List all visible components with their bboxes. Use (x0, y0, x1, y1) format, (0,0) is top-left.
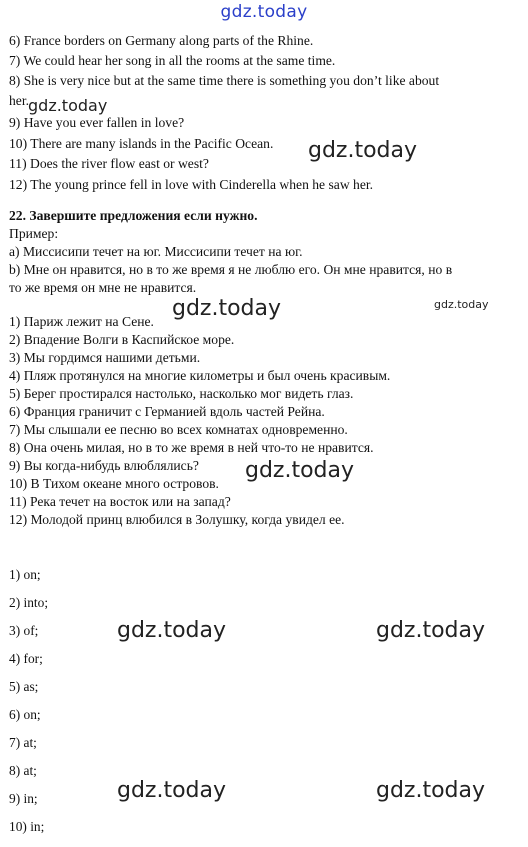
russian-sentence-7: 7) Мы слышали ее песню во всех комнатах одновременно. (9, 422, 348, 437)
example-b-line2: то же время он мне не нравится. (9, 280, 197, 295)
english-sentence-8-cont: her. (9, 93, 30, 108)
watermark: gdz.today (172, 296, 282, 321)
example-b-line1: b) Мне он нравится, но в то же время я не люблю его. Он мне нравится, но в (9, 262, 453, 277)
watermark: gdz.today (376, 618, 486, 643)
english-sentence-8: 8) She is very nice but at the same time there is something you don’t like about (9, 73, 440, 88)
watermark: gdz.today (434, 298, 489, 311)
exercise-title: 22. Завершите предложения если нужно. (9, 208, 258, 223)
russian-sentence-1: 1) Париж лежит на Сене. (9, 314, 154, 329)
russian-sentence-12: 12) Молодой принц влюбился в Золушку, когда увидел ее. (9, 512, 345, 527)
watermark: gdz.today (308, 138, 418, 163)
header-watermark: gdz.today (220, 2, 308, 22)
answer-5: 5) as; (9, 679, 39, 694)
example-label: Пример: (9, 226, 59, 241)
answer-7: 7) at; (9, 735, 37, 750)
watermark: gdz.today (117, 778, 227, 803)
answer-9: 9) in; (9, 791, 38, 806)
english-sentence-9: 9) Have you ever fallen in love? (9, 115, 185, 130)
russian-sentence-4: 4) Пляж протянулся на многие километры и был очень красивым. (9, 368, 391, 383)
answer-6: 6) on; (9, 707, 41, 722)
english-sentence-7: 7) We could hear her song in all the rooms at the same time. (9, 53, 336, 68)
answer-10: 10) in; (9, 819, 45, 834)
answer-3: 3) of; (9, 623, 39, 638)
english-sentence-10: 10) There are many islands in the Pacific Ocean. (9, 136, 274, 151)
russian-sentence-2: 2) Впадение Волги в Каспийское море. (9, 332, 235, 347)
watermark: gdz.today (117, 618, 227, 643)
english-sentence-12: 12) The young prince fell in love with Cinderella when he saw her. (9, 177, 374, 192)
russian-sentence-3: 3) Мы гордимся нашими детьми. (9, 350, 201, 365)
russian-sentence-11: 11) Река течет на восток или на запад? (9, 494, 231, 509)
answer-8: 8) at; (9, 763, 37, 778)
russian-sentence-9: 9) Вы когда-нибудь влюблялись? (9, 458, 199, 473)
english-sentence-6: 6) France borders on Germany along parts of the Rhine. (9, 33, 314, 48)
answer-2: 2) into; (9, 595, 49, 610)
russian-sentence-5: 5) Берег простирался настолько, насколько мог видеть глаз. (9, 386, 354, 401)
answer-1: 1) on; (9, 567, 41, 582)
english-sentence-11: 11) Does the river flow east or west? (9, 156, 209, 171)
russian-sentence-10: 10) В Тихом океане много островов. (9, 476, 219, 491)
watermark: gdz.today (28, 96, 108, 115)
answer-4: 4) for; (9, 651, 43, 666)
watermark: gdz.today (376, 778, 486, 803)
watermark: gdz.today (245, 458, 355, 483)
example-a: а) Миссисипи течет на юг. Миссисипи течет на юг. (9, 244, 303, 259)
russian-sentence-6: 6) Франция граничит с Германией вдоль частей Рейна. (9, 404, 325, 419)
russian-sentence-8: 8) Она очень милая, но в то же время в ней что-то не нравится. (9, 440, 374, 455)
